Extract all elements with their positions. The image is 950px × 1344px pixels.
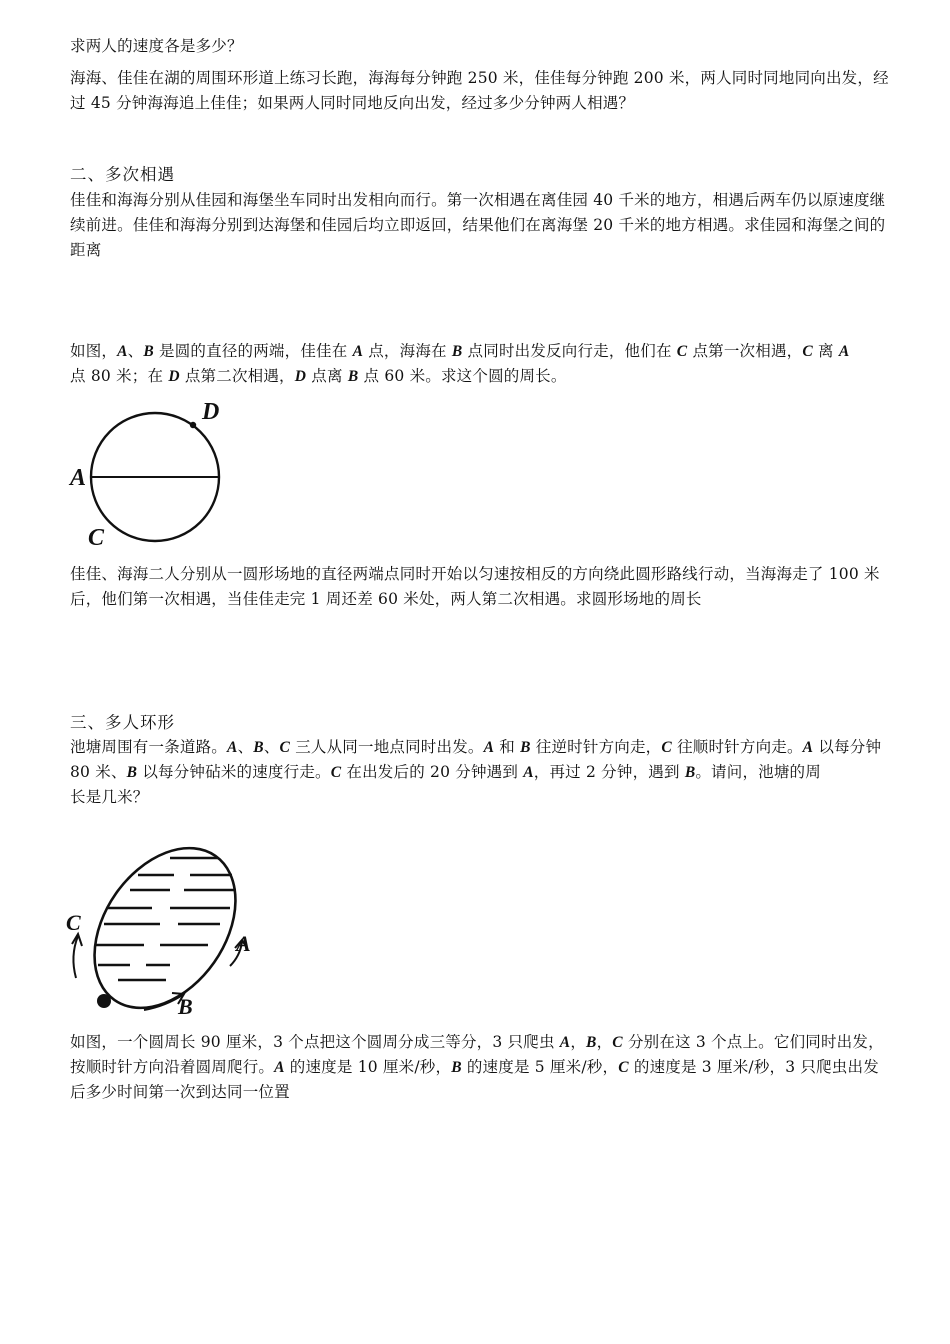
- problem-bugs-on-circle: 如图，一个圆周长 90 厘米，3 个点把这个圆周分成三等分，3 只爬虫 A，B，C 分别在这 3 个点上。它们同时出发，按顺时针方向沿着圆周爬行。A 的速度是 10 厘米/秒，B 的速度是 5 厘米/秒，C 的速度是 3 厘米/秒，3 只爬虫出发后多少时间第一次到达同一位置: [70, 1033, 884, 1101]
- section-heading-multiple-meetings: 二、多次相遇: [70, 165, 175, 184]
- figure1-label-c: C: [88, 525, 105, 551]
- figure1-label-a: A: [70, 465, 87, 491]
- start-point: [97, 994, 111, 1008]
- section-heading-multi-person-loop: 三、多人环形: [70, 713, 175, 732]
- point-d: [190, 422, 196, 428]
- problem-pond-road: 池塘周围有一条道路。A、B、C 三人从同一地点同时出发。A 和 B 往逆时针方向走，C 往顺时针方向走。A 以每分钟 80 米、B 以每分钟砧米的速度行走。C 在出发后的 20 分钟遇到 A，再过 2 分钟，遇到 B。请问，池塘的周 长是几米？: [70, 738, 887, 806]
- circle-diameter-figure: [60, 395, 240, 555]
- problem-circular-field: 佳佳、海海二人分别从一圆形场地的直径两端点同时开始以匀速按相反的方向绕此圆形路线行动，当海海走了 100 米后，他们第一次相遇，当佳佳走完 1 周还差 60 米处，两人第二次相遇。求圆形场地的周长: [70, 565, 880, 608]
- figure2-label-b: B: [178, 994, 193, 1019]
- question-line: 求两人的速度各是多少？: [70, 37, 243, 55]
- figure1-label-d: D: [202, 399, 220, 425]
- pond-outline: [65, 822, 264, 1035]
- figure2-label-c: C: [66, 910, 81, 935]
- pond-figure: [60, 838, 260, 1023]
- problem-two-cars: 佳佳和海海分别从佳园和海堡坐车同时出发相向而行。第一次相遇在离佳园 40 千米的地方，相遇后两车仍以原速度继续前进。佳佳和海海分别到达海堡和佳园后均立即返回，结果他们在离海堡 20 千米的地方相遇。求佳园和海堡之间的距离: [70, 191, 886, 259]
- figure2-label-a: A: [236, 931, 251, 956]
- problem-circle-diameter: 如图，A、B 是圆的直径的两端，佳佳在 A 点，海海在 B 点同时出发反向行走，他们在 C 点第一次相遇，C 离 A 点 80 米；在 D 点第二次相遇，D 点离 B 点 60 米。求这个圆的周长。: [70, 342, 850, 385]
- problem-lake-running: 海海、佳佳在湖的周围环形道上练习长跑，海海每分钟跑 250 米，佳佳每分钟跑 200 米，两人同时同地同向出发，经过 45 分钟海海追上佳佳；如果两人同时同地反向出发，经过多少分钟两人相遇？: [70, 69, 889, 112]
